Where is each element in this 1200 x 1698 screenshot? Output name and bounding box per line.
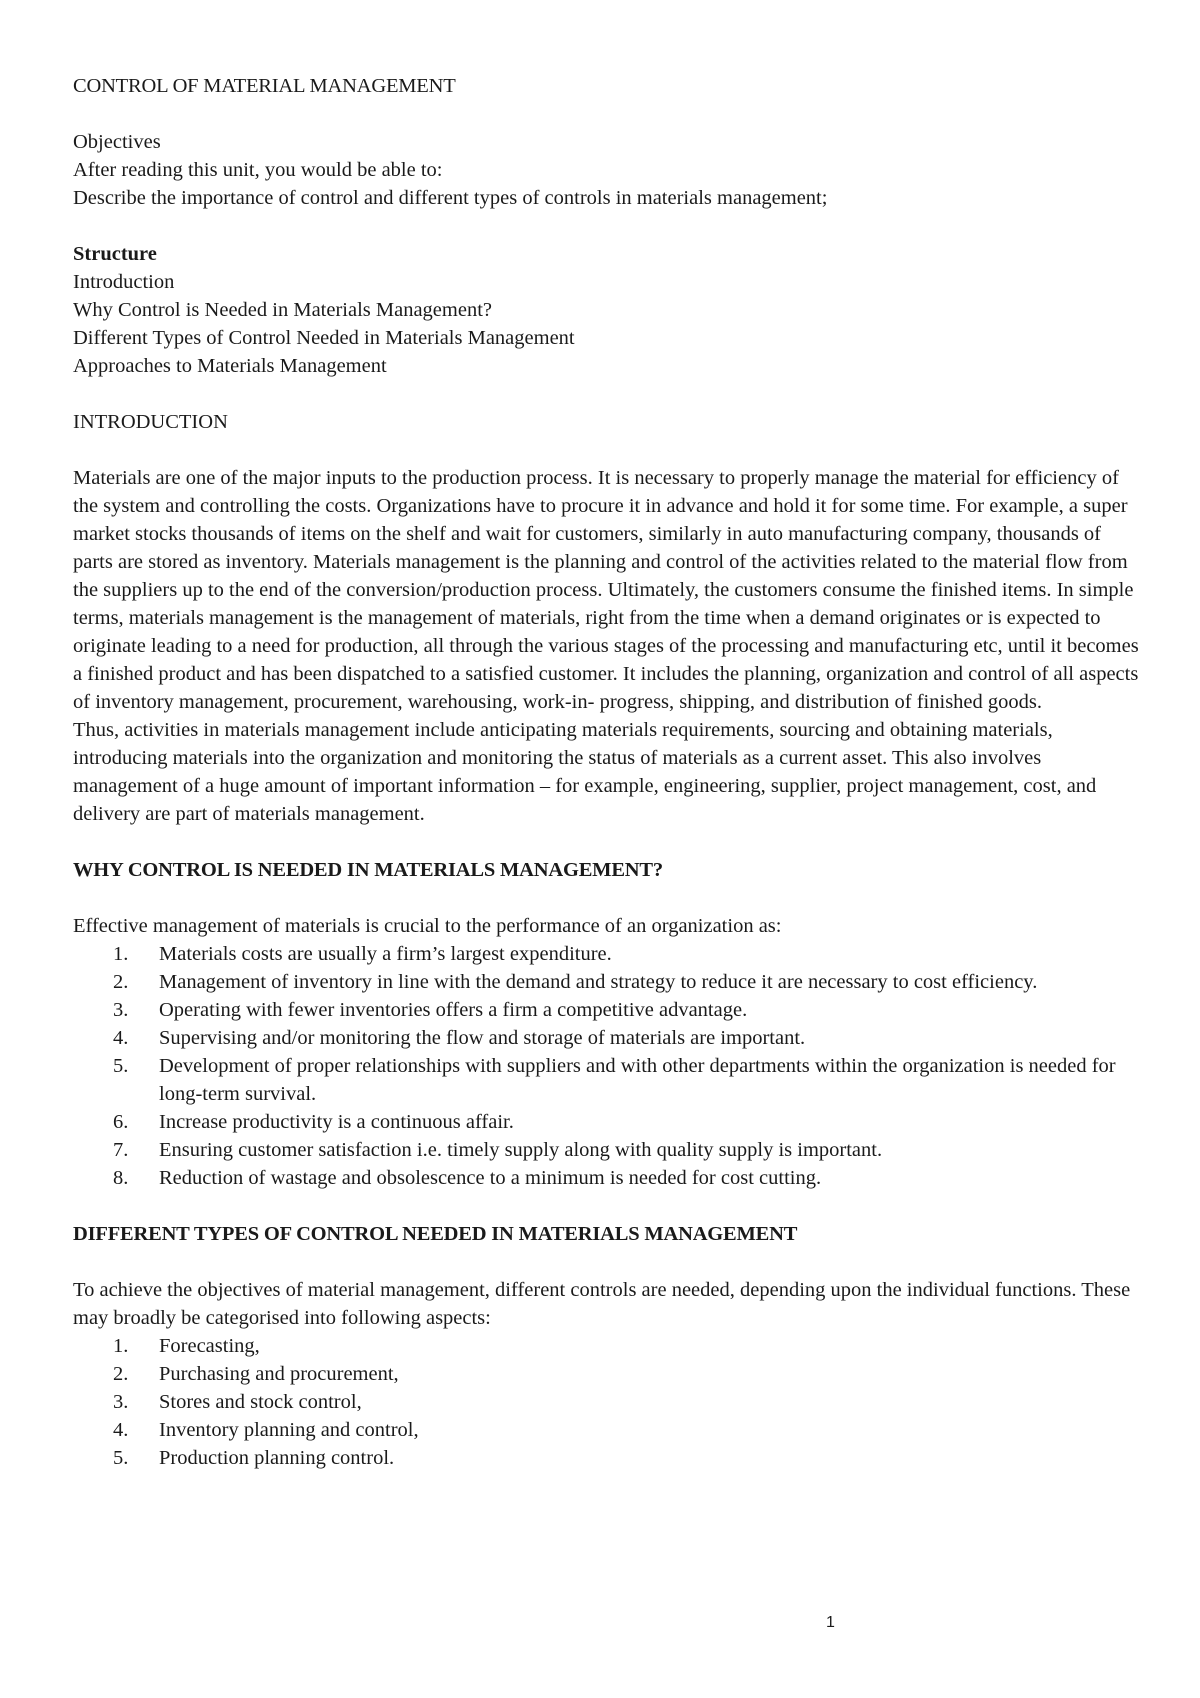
list-item-text: Ensuring customer satisfaction i.e. timely supply along with quality supply is important. (159, 1139, 883, 1161)
types-of-control-list (73, 1332, 1143, 1472)
list-item-number: 1. (113, 943, 129, 965)
list-item-number: 4. (113, 1419, 129, 1441)
list-item (73, 1444, 1143, 1472)
types-of-control-heading: DIFFERENT TYPES OF CONTROL NEEDED IN MATERIALS MANAGEMENT (73, 1223, 798, 1245)
list-item-text: Increase productivity is a continuous affair. (159, 1111, 514, 1133)
why-control-list (73, 940, 1143, 1192)
structure-item: Different Types of Control Needed in Materials Management (73, 327, 575, 349)
list-item-number: 2. (113, 1363, 129, 1385)
list-item-number: 3. (113, 999, 129, 1021)
list-item-number: 8. (113, 1167, 129, 1189)
types-of-control-intro: To achieve the objectives of material management, different controls are needed, depending upon the individual functions. These may broadly be categorised into following aspects: (73, 1279, 1131, 1329)
list-item (73, 996, 1143, 1024)
structure-heading: Structure (73, 243, 157, 265)
introduction-paragraph: Thus, activities in materials management include anticipating materials requirements, sourcing and obtaining materials, introducing materials into the organization and monitoring the status of materials as a current asset. This also involves management of a huge amount of important information – for example, engineering, supplier, project management, cost, and delivery are part of materials management. (73, 719, 1097, 825)
introduction-heading: INTRODUCTION (73, 411, 228, 433)
list-item (73, 1416, 1143, 1444)
why-control-intro: Effective management of materials is crucial to the performance of an organization as: (73, 915, 782, 937)
page-number: 1 (826, 1614, 835, 1631)
list-item (73, 1164, 1143, 1192)
why-control-heading: WHY CONTROL IS NEEDED IN MATERIALS MANAGEMENT? (73, 859, 663, 881)
list-item (73, 1388, 1143, 1416)
objectives-line: Describe the importance of control and different types of controls in materials management; (73, 187, 828, 209)
list-item (73, 1052, 1143, 1108)
list-item (73, 1136, 1143, 1164)
list-item (73, 1360, 1143, 1388)
objectives-line: After reading this unit, you would be able to: (73, 159, 443, 181)
list-item-text: Stores and stock control, (159, 1391, 362, 1413)
list-item-text: Reduction of wastage and obsolescence to a minimum is needed for cost cutting. (159, 1167, 822, 1189)
list-item-number: 2. (113, 971, 129, 993)
list-item (73, 940, 1143, 968)
list-item-text: Purchasing and procurement, (159, 1363, 399, 1385)
structure-item: Approaches to Materials Management (73, 355, 387, 377)
list-item-number: 7. (113, 1139, 129, 1161)
list-item-text: Management of inventory in line with the demand and strategy to reduce it are necessary to cost efficiency. (159, 971, 1038, 993)
objectives-heading: Objectives (73, 131, 161, 153)
introduction-paragraph: Materials are one of the major inputs to the production process. It is necessary to properly manage the material for efficiency of the system and controlling the costs. Organizations have to procure it in advance and hold it for some time. For example, a super market stocks thousands of items on the shelf and wait for customers, similarly in auto manufacturing company, thousands of parts are stored as inventory. Materials management is the planning and control of the activities related to the material flow from the suppliers up to the end of the conversion/production process. Ultimately, the customers consume the finished items. In simple terms, materials management is the management of materials, right from the time when a demand originates or is expected to originate leading to a need for production, all through the various stages of the processing and manufacturing etc, until it becomes a finished product and has been dispatched to a satisfied customer. It includes the planning, organization and control of all aspects of inventory management, procurement, warehousing, work-in- progress, shipping, and distribution of finished goods. (73, 467, 1139, 713)
list-item-text: Production planning control. (159, 1447, 395, 1469)
list-item-number: 3. (113, 1391, 129, 1413)
list-item-number: 6. (113, 1111, 129, 1133)
list-item (73, 1332, 1143, 1360)
list-item-text: Forecasting, (159, 1335, 260, 1357)
list-item-number: 5. (113, 1055, 129, 1077)
list-item-text: Operating with fewer inventories offers a firm a competitive advantage. (159, 999, 748, 1021)
list-item-number: 5. (113, 1447, 129, 1469)
list-item-text: Inventory planning and control, (159, 1419, 419, 1441)
list-item-text: Supervising and/or monitoring the flow and storage of materials are important. (159, 1027, 806, 1049)
list-item-text: Materials costs are usually a firm’s largest expenditure. (159, 943, 612, 965)
document-page (73, 72, 1143, 1472)
list-item-number: 4. (113, 1027, 129, 1049)
structure-item: Introduction (73, 271, 175, 293)
list-item (73, 1108, 1143, 1136)
structure-item: Why Control is Needed in Materials Management? (73, 299, 492, 321)
list-item-number: 1. (113, 1335, 129, 1357)
list-item (73, 1024, 1143, 1052)
document-title: CONTROL OF MATERIAL MANAGEMENT (73, 75, 456, 97)
list-item (73, 968, 1143, 996)
list-item-text: Development of proper relationships with suppliers and with other departments within the organization is needed for long-term survival. (159, 1055, 1116, 1105)
